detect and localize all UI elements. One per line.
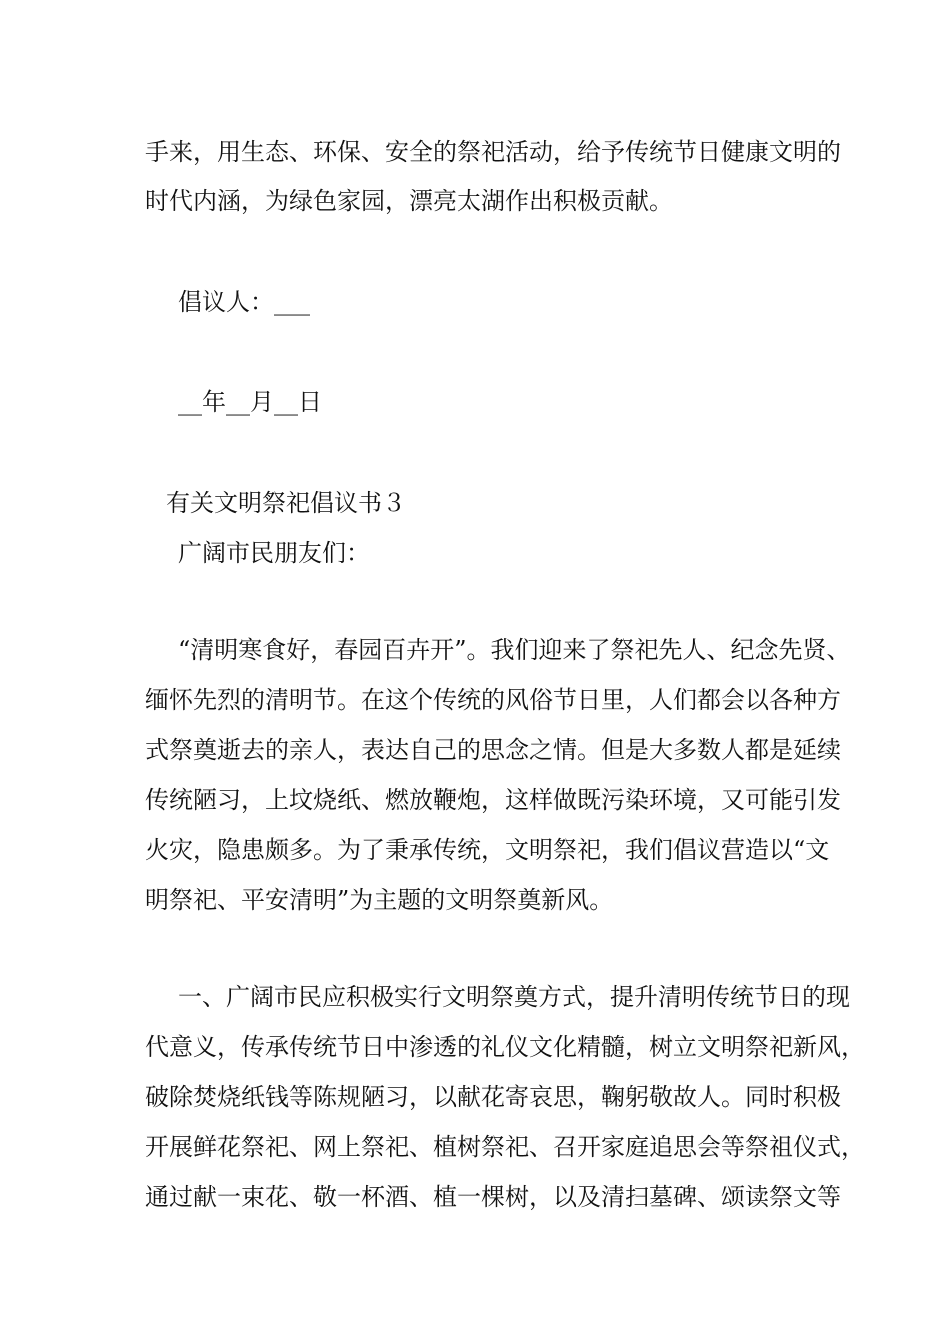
paragraph-line: 缅怀先烈的清明节。在这个传统的风俗节日里，人们都会以各种方 bbox=[145, 686, 841, 714]
paragraph-line: 破除焚烧纸钱等陈规陋习，以献花寄哀思，鞠躬敬故人。同时积极 bbox=[145, 1083, 841, 1111]
paragraph-line: 一、广阔市民应积极实行文明祭奠方式，提升清明传统节日的现 bbox=[178, 983, 850, 1011]
paragraph-line: 通过献一束花、敬一杯酒、植一棵树，以及清扫墓碑、颂读祭文等 bbox=[145, 1183, 841, 1211]
paragraph-line: 火灾，隐患颇多。为了秉承传统，文明祭祀，我们倡议营造以“文 bbox=[145, 836, 830, 864]
paragraph-line: 代意义，传承传统节日中渗透的礼仪文化精髓，树立文明祭祀新风， bbox=[145, 1033, 865, 1061]
paragraph-line: 开展鲜花祭祀、网上祭祀、植树祭祀、召开家庭追思会等祭祖仪式， bbox=[145, 1133, 865, 1161]
date-line: __年__月__日 bbox=[178, 388, 322, 416]
greeting-line: 广阔市民朋友们： bbox=[178, 539, 370, 567]
section-heading: 有关文明祭祀倡议书３ bbox=[166, 489, 406, 517]
paragraph-line: 式祭奠逝去的亲人，表达自己的思念之情。但是大多数人都是延续 bbox=[145, 736, 841, 764]
paragraph-line: 手来，用生态、环保、安全的祭祀活动，给予传统节日健康文明的 bbox=[145, 138, 841, 166]
paragraph-line: 传统陋习，上坟烧纸、燃放鞭炮，这样做既污染环境，又可能引发 bbox=[145, 786, 841, 814]
paragraph-line: 明祭祀、平安清明”为主题的文明祭奠新风。 bbox=[145, 886, 614, 914]
paragraph-line: 时代内涵，为绿色家园，漂亮太湖作出积极贡献。 bbox=[145, 187, 673, 215]
proposer-line: 倡议人：___ bbox=[178, 288, 310, 316]
paragraph-line: “清明寒食好，春园百卉开”。我们迎来了祭祀先人、纪念先贤、 bbox=[178, 636, 851, 664]
